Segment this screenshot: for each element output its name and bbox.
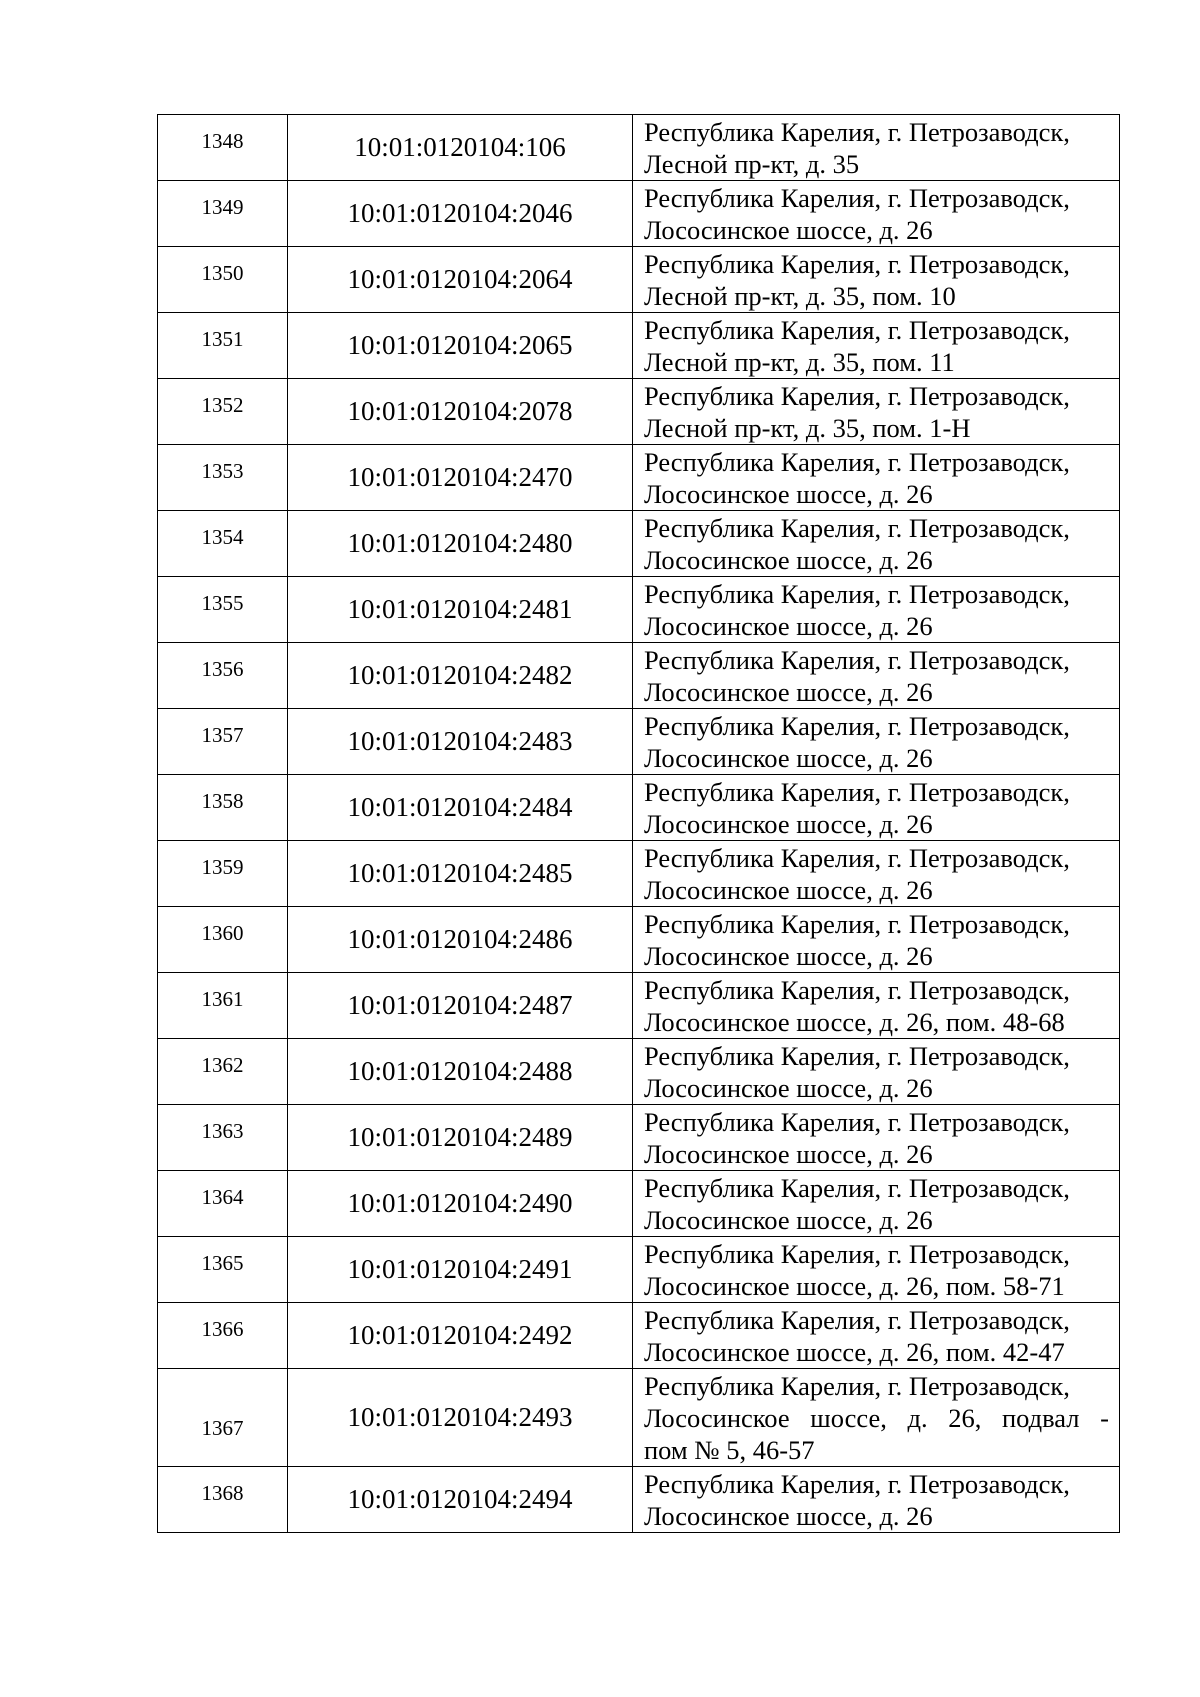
table-row [158, 1105, 1120, 1171]
table-row [158, 643, 1120, 709]
address-line: Лесной пр-кт, д. 35 [644, 149, 860, 179]
address-line: Лососинское шоссе, д. 26, пом. 42-47 [644, 1337, 1065, 1367]
address-line: Республика Карелия, г. Петрозаводск, [644, 1041, 1070, 1071]
table-row [158, 907, 1120, 973]
row-number: 1350 [158, 247, 288, 313]
address-line: Республика Карелия, г. Петрозаводск, [644, 447, 1070, 477]
table-row [158, 709, 1120, 775]
address-cell [633, 643, 1120, 709]
address-line: Республика Карелия, г. Петрозаводск, [644, 1107, 1070, 1137]
row-number: 1355 [158, 577, 288, 643]
address-cell [633, 1039, 1120, 1105]
cadastral-number: 10:01:0120104:2487 [288, 973, 633, 1039]
address-line: Лесной пр-кт, д. 35, пом. 11 [644, 347, 955, 377]
cadastral-number: 10:01:0120104:2493 [288, 1369, 633, 1467]
address-line: Республика Карелия, г. Петрозаводск, [644, 315, 1070, 345]
table-row [158, 379, 1120, 445]
address-cell [633, 1105, 1120, 1171]
address-line: Лососинское шоссе, д. 26 [644, 479, 933, 509]
cadastral-number: 10:01:0120104:2492 [288, 1303, 633, 1369]
address-line: Республика Карелия, г. Петрозаводск, [644, 249, 1070, 279]
table-row [158, 1171, 1120, 1237]
table-row [158, 841, 1120, 907]
address-line: Республика Карелия, г. Петрозаводск, [644, 843, 1070, 873]
table-row [158, 247, 1120, 313]
address-cell [633, 313, 1120, 379]
cadastral-number: 10:01:0120104:2480 [288, 511, 633, 577]
cadastral-number: 10:01:0120104:2488 [288, 1039, 633, 1105]
address-line: Республика Карелия, г. Петрозаводск, [644, 711, 1070, 741]
address-line: Лососинское шоссе, д. 26 [644, 1501, 933, 1531]
table-row [158, 973, 1120, 1039]
address-cell [633, 1467, 1120, 1533]
address-line: Республика Карелия, г. Петрозаводск, [644, 381, 1070, 411]
address-line: Республика Карелия, г. Петрозаводск, [644, 579, 1070, 609]
address-cell [633, 379, 1120, 445]
cadastral-number: 10:01:0120104:2046 [288, 181, 633, 247]
address-line: Лососинское шоссе, д. 26 [644, 611, 933, 641]
address-cell [633, 709, 1120, 775]
address-line: Лососинское шоссе, д. 26 [644, 1205, 933, 1235]
cadastral-number: 10:01:0120104:2484 [288, 775, 633, 841]
address-line: Лососинское шоссе, д. 26 [644, 941, 933, 971]
address-line: Лососинское шоссе, д. 26 [644, 1139, 933, 1169]
address-line: Республика Карелия, г. Петрозаводск, [644, 1469, 1070, 1499]
cadastral-number: 10:01:0120104:2470 [288, 445, 633, 511]
address-cell [633, 841, 1120, 907]
address-line: Республика Карелия, г. Петрозаводск, [644, 975, 1070, 1005]
address-line: Лососинское шоссе, д. 26, пом. 48-68 [644, 1007, 1065, 1037]
address-cell [633, 907, 1120, 973]
table-row [158, 775, 1120, 841]
address-cell [633, 1171, 1120, 1237]
row-number: 1359 [158, 841, 288, 907]
row-number: 1357 [158, 709, 288, 775]
address-line: Республика Карелия, г. Петрозаводск, [644, 183, 1070, 213]
address-line: Лососинское шоссе, д. 26, подвал - [644, 1403, 1109, 1433]
row-number: 1354 [158, 511, 288, 577]
cadastral-number: 10:01:0120104:106 [288, 115, 633, 181]
row-number: 1364 [158, 1171, 288, 1237]
row-number: 1368 [158, 1467, 288, 1533]
address-line: Республика Карелия, г. Петрозаводск, [644, 513, 1070, 543]
address-line: Республика Карелия, г. Петрозаводск, [644, 645, 1070, 675]
row-number: 1363 [158, 1105, 288, 1171]
address-line: Республика Карелия, г. Петрозаводск, [644, 1173, 1070, 1203]
address-line: Лососинское шоссе, д. 26 [644, 215, 933, 245]
address-line: Республика Карелия, г. Петрозаводск, [644, 777, 1070, 807]
table-row [158, 313, 1120, 379]
address-line: Лесной пр-кт, д. 35, пом. 1-Н [644, 413, 971, 443]
address-cell [633, 775, 1120, 841]
row-number: 1352 [158, 379, 288, 445]
address-line: Лесной пр-кт, д. 35, пом. 10 [644, 281, 956, 311]
cadastral-number: 10:01:0120104:2483 [288, 709, 633, 775]
address-line: Лососинское шоссе, д. 26 [644, 809, 933, 839]
cadastral-number: 10:01:0120104:2078 [288, 379, 633, 445]
table-body [158, 115, 1120, 1533]
table-row [158, 1237, 1120, 1303]
address-cell [633, 1303, 1120, 1369]
row-number: 1358 [158, 775, 288, 841]
table-row [158, 511, 1120, 577]
address-line: Республика Карелия, г. Петрозаводск, [644, 909, 1070, 939]
cadastral-number: 10:01:0120104:2489 [288, 1105, 633, 1171]
row-number: 1349 [158, 181, 288, 247]
table-row [158, 1369, 1120, 1467]
row-number: 1356 [158, 643, 288, 709]
address-line: Лососинское шоссе, д. 26 [644, 743, 933, 773]
row-number: 1351 [158, 313, 288, 379]
cadastral-number: 10:01:0120104:2064 [288, 247, 633, 313]
address-line: Республика Карелия, г. Петрозаводск, [644, 1305, 1070, 1335]
row-number: 1367 [158, 1369, 288, 1467]
row-number: 1348 [158, 115, 288, 181]
row-number: 1360 [158, 907, 288, 973]
address-line: Лососинское шоссе, д. 26 [644, 545, 933, 575]
table-row [158, 1039, 1120, 1105]
row-number: 1365 [158, 1237, 288, 1303]
address-cell [633, 247, 1120, 313]
address-line: Лососинское шоссе, д. 26 [644, 1073, 933, 1103]
address-cell [633, 115, 1120, 181]
row-number: 1353 [158, 445, 288, 511]
cadastral-number: 10:01:0120104:2485 [288, 841, 633, 907]
address-cell [633, 973, 1120, 1039]
row-number: 1361 [158, 973, 288, 1039]
address-cell [633, 181, 1120, 247]
cadastral-number: 10:01:0120104:2482 [288, 643, 633, 709]
cadastral-number: 10:01:0120104:2491 [288, 1237, 633, 1303]
cadastral-number: 10:01:0120104:2494 [288, 1467, 633, 1533]
cadastral-number: 10:01:0120104:2490 [288, 1171, 633, 1237]
row-number: 1362 [158, 1039, 288, 1105]
table-row [158, 115, 1120, 181]
table-row [158, 577, 1120, 643]
cadastral-number: 10:01:0120104:2065 [288, 313, 633, 379]
address-cell [633, 445, 1120, 511]
address-cell [633, 511, 1120, 577]
address-line: Лососинское шоссе, д. 26 [644, 677, 933, 707]
address-line: Лососинское шоссе, д. 26, пом. 58-71 [644, 1271, 1065, 1301]
address-cell [633, 577, 1120, 643]
address-line: Республика Карелия, г. Петрозаводск, [644, 1239, 1070, 1269]
table-row [158, 1303, 1120, 1369]
address-line: пом № 5, 46-57 [644, 1435, 815, 1465]
cadastral-number: 10:01:0120104:2486 [288, 907, 633, 973]
cadastral-number: 10:01:0120104:2481 [288, 577, 633, 643]
address-line: Республика Карелия, г. Петрозаводск, [644, 1371, 1070, 1401]
address-cell [633, 1369, 1120, 1467]
table-row [158, 181, 1120, 247]
address-line: Республика Карелия, г. Петрозаводск, [644, 117, 1070, 147]
table-row [158, 1467, 1120, 1533]
row-number: 1366 [158, 1303, 288, 1369]
property-table [157, 114, 1120, 1533]
address-cell [633, 1237, 1120, 1303]
address-line: Лососинское шоссе, д. 26 [644, 875, 933, 905]
table-row [158, 445, 1120, 511]
